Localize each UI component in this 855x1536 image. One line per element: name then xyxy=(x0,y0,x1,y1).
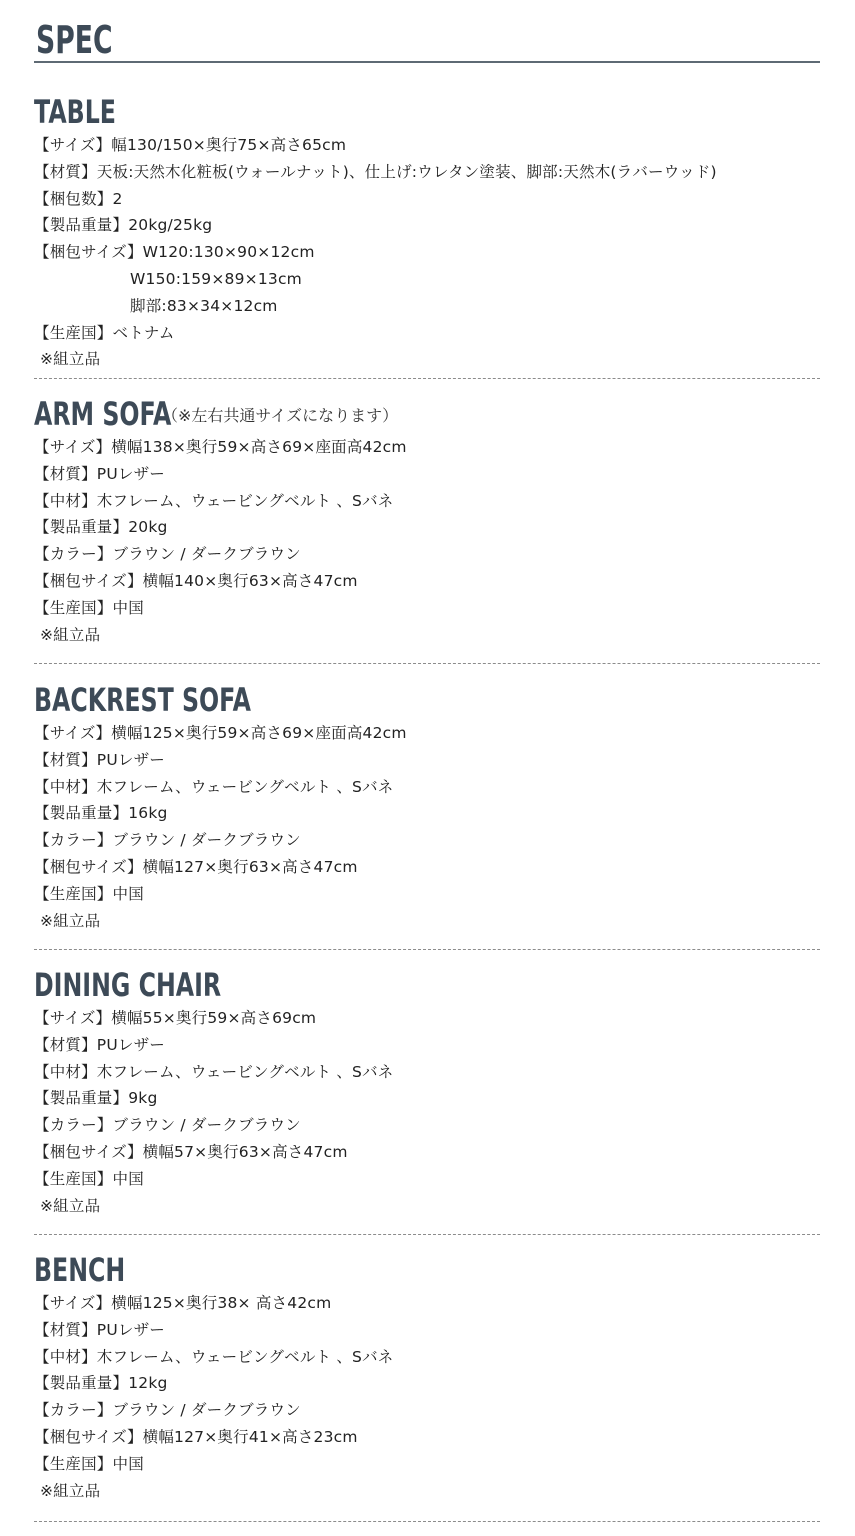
spec-lines xyxy=(34,1005,820,1219)
spec-line: 【サイズ】横幅138×奥行59×高さ69×座面高42cm xyxy=(34,438,407,456)
section-title xyxy=(34,680,251,720)
spec-line: 【生産国】ベトナム xyxy=(34,323,175,342)
spec-line: 【生産国】中国 xyxy=(34,884,144,903)
section-note: （※左右共通サイズになります） xyxy=(162,406,399,425)
spec-line: 【サイズ】横幅55×奥行59×高さ69cm xyxy=(34,1009,317,1027)
section-backrest-sofa xyxy=(34,680,820,934)
spec-line: W150:159×89×13cm xyxy=(130,269,302,288)
section-title-text: BACKREST SOFA xyxy=(34,681,251,719)
section-header xyxy=(34,92,820,132)
spec-line: 【製品重量】9kg xyxy=(34,1089,158,1108)
spec-line: 【カラー】ブラウン / ダークブラウン xyxy=(34,545,301,564)
spec-line: 【中材】木フレーム、ウェービングベルト 、Sバネ xyxy=(34,777,394,796)
spec-line: 【製品重量】12kg xyxy=(34,1374,168,1393)
page-title: SPEC xyxy=(36,18,113,62)
spec-lines xyxy=(34,434,820,648)
section-title-text: ARM SOFA xyxy=(34,395,172,433)
section-header xyxy=(34,680,820,720)
spec-line: 【材質】PUレザー xyxy=(34,464,165,483)
section-title-text: TABLE xyxy=(34,93,116,131)
section-table xyxy=(34,92,820,373)
spec-line: 【中材】木フレーム、ウェービングベルト 、Sバネ xyxy=(34,491,394,510)
assembly-note: ※組立品 xyxy=(40,1481,101,1500)
section-divider xyxy=(34,1234,820,1235)
spec-line: 【生産国】中国 xyxy=(34,598,144,617)
spec-line: 【材質】天板:天然木化粧板(ウォールナット)、仕上げ:ウレタン塗装、脚部:天然木(ラバーウッド) xyxy=(34,162,717,181)
assembly-note: ※組立品 xyxy=(40,911,101,930)
spec-line: 【カラー】ブラウン / ダークブラウン xyxy=(34,1116,301,1135)
spec-lines xyxy=(34,720,820,934)
spec-line: 【生産国】中国 xyxy=(34,1169,144,1188)
spec-line: 【材質】PUレザー xyxy=(34,1035,165,1054)
section-title-text: BENCH xyxy=(34,1251,126,1289)
section-divider xyxy=(34,378,820,379)
spec-line: 【中材】木フレーム、ウェービングベルト 、Sバネ xyxy=(34,1062,394,1081)
spec-line: 【材質】PUレザー xyxy=(34,1320,165,1339)
spec-line: 【梱包サイズ】W120:130×90×12cm xyxy=(34,243,315,262)
spec-line: 【カラー】ブラウン / ダークブラウン xyxy=(34,831,301,850)
spec-line: 【製品重量】16kg xyxy=(34,804,168,823)
section-bench xyxy=(34,1250,820,1504)
section-title xyxy=(34,965,221,1005)
spec-line: 【梱包数】2 xyxy=(34,189,123,208)
section-title xyxy=(34,1250,125,1290)
spec-line: 【サイズ】横幅125×奥行59×高さ69×座面高42cm xyxy=(34,724,407,742)
section-header xyxy=(34,1250,820,1290)
spec-line: 【梱包サイズ】横幅127×奥行63×高さ47cm xyxy=(34,857,358,876)
spec-line: 【梱包サイズ】横幅127×奥行41×高さ23cm xyxy=(34,1427,358,1446)
spec-line: 【梱包サイズ】横幅57×奥行63×高さ47cm xyxy=(34,1142,348,1161)
spec-line: 【中材】木フレーム、ウェービングベルト 、Sバネ xyxy=(34,1347,394,1366)
section-header xyxy=(34,965,820,1005)
section-arm-sofa xyxy=(34,394,820,648)
section-dining-chair xyxy=(34,965,820,1219)
spec-line: 【サイズ】横幅125×奥行38× 高さ42cm xyxy=(34,1294,332,1312)
spec-line: 【生産国】中国 xyxy=(34,1454,144,1473)
spec-line: 【サイズ】幅130/150×奥行75×高さ65cm xyxy=(34,136,347,154)
spec-line: 【製品重量】20kg xyxy=(34,518,168,537)
section-divider xyxy=(34,663,820,664)
section-header xyxy=(34,394,820,434)
section-title xyxy=(34,92,116,132)
assembly-note: ※組立品 xyxy=(40,350,101,369)
section-title xyxy=(34,394,171,434)
spec-lines xyxy=(34,132,820,373)
spec-line: 【梱包サイズ】横幅140×奥行63×高さ47cm xyxy=(34,571,358,590)
spec-line: 【材質】PUレザー xyxy=(34,750,165,769)
section-divider xyxy=(34,1521,820,1522)
spec-line: 【製品重量】20kg/25kg xyxy=(34,216,213,235)
section-title-text: DINING CHAIR xyxy=(34,966,222,1004)
title-rule xyxy=(34,61,820,63)
spec-line: 脚部:83×34×12cm xyxy=(130,296,278,315)
assembly-note: ※組立品 xyxy=(40,625,101,644)
section-divider xyxy=(34,949,820,950)
spec-line: 【カラー】ブラウン / ダークブラウン xyxy=(34,1401,301,1420)
spec-lines xyxy=(34,1290,820,1504)
assembly-note: ※組立品 xyxy=(40,1196,101,1215)
